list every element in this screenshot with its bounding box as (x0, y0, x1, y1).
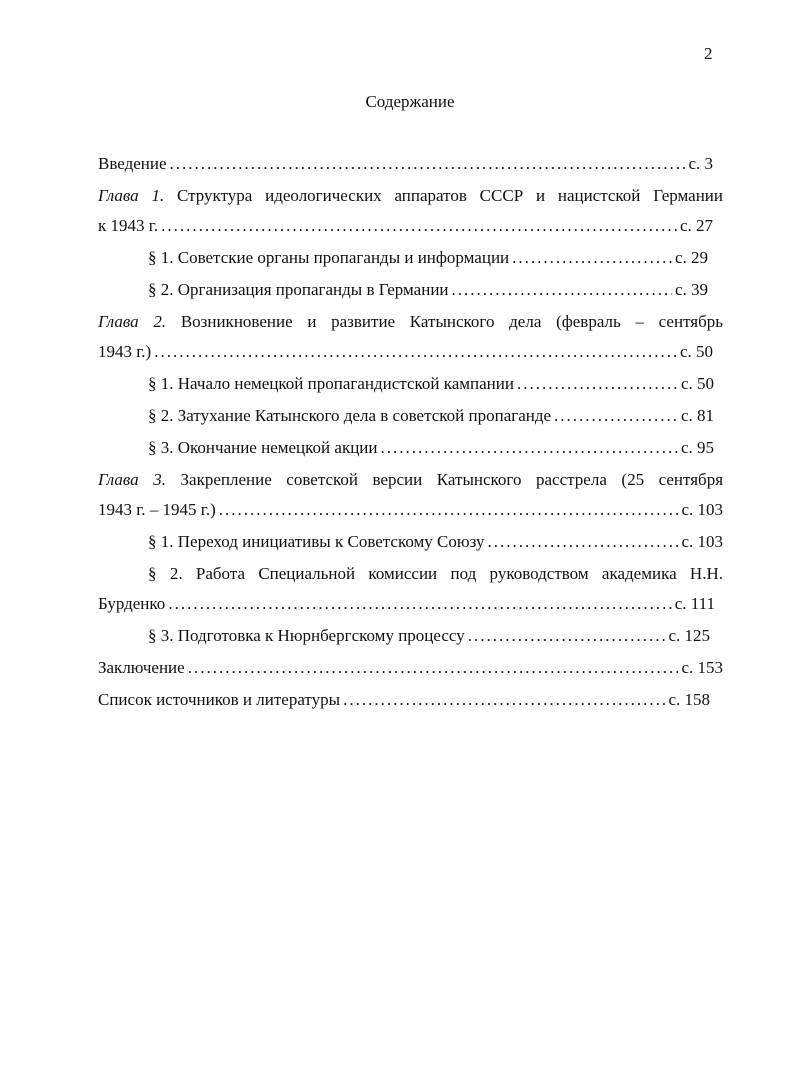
toc-entry-chapter-3[interactable] (98, 498, 723, 522)
toc-entry-label: § 3. Окончание немецкой акции (148, 438, 378, 457)
toc-entry-label: § 1. Начало немецкой пропагандистской кампании (148, 374, 514, 393)
toc-entry-ch3-sec-2-title[interactable] (148, 562, 723, 586)
dot-leader (517, 372, 678, 396)
dot-leader (512, 246, 672, 270)
toc-page-number: с. 95 (680, 438, 714, 457)
chapter-label: Глава 3. (98, 470, 166, 489)
dot-leader (343, 688, 665, 712)
toc-entry-conclusion[interactable] (98, 656, 723, 680)
chapter-label: Глава 2. (98, 312, 167, 331)
chapter-title-text: Возникновение и развитие Катынского дела (февраль – сентябрь (180, 312, 723, 331)
toc-page-number: с. 50 (680, 374, 714, 393)
toc-page-number: с. 103 (681, 532, 723, 551)
page-title: Содержание (365, 92, 455, 111)
toc-entry-label: § 2. Работа Специальной комиссии под руководством академика Н.Н. (148, 564, 723, 583)
toc-entry-label: 1943 г.) (98, 342, 152, 361)
toc-entry-label: 1943 г. – 1945 г.) (98, 500, 216, 519)
toc-entry-ch2-sec-1[interactable] (148, 372, 714, 396)
toc-entry-label: § 3. Подготовка к Нюрнбергскому процессу (148, 626, 465, 645)
dot-leader (381, 436, 678, 460)
dot-leader (188, 656, 679, 680)
dot-leader (161, 214, 677, 238)
toc-entry-chapter-2[interactable] (98, 340, 713, 364)
chapter-title-text: Закрепление советской версии Катынского расстрела (25 сентября (180, 470, 724, 489)
toc-entry-label: § 1. Советские органы пропаганды и информации (148, 248, 510, 267)
toc-entry-ch3-sec-3[interactable] (148, 624, 710, 648)
toc-entry-label: § 2. Организация пропаганды в Германии (148, 280, 449, 299)
toc-entry-ch1-sec-1[interactable] (148, 246, 708, 270)
toc-page-number: с. 39 (674, 280, 708, 299)
toc-entry-sources[interactable] (98, 688, 710, 712)
toc-entry-ch3-sec-2[interactable] (98, 592, 715, 616)
toc-page-number: с. 81 (680, 406, 714, 425)
dot-leader (468, 624, 666, 648)
toc-page-number: с. 158 (668, 690, 710, 709)
toc-entry-label: Введение (98, 154, 167, 173)
toc-page-number: с. 27 (679, 216, 713, 235)
toc-entry-ch1-sec-2[interactable] (148, 278, 708, 302)
toc-entry-label: к 1943 г. (98, 216, 159, 235)
toc-entry-ch2-sec-2[interactable] (148, 404, 714, 428)
toc-entry-introduction[interactable] (98, 152, 713, 176)
chapter-label: Глава 1. (98, 186, 165, 205)
toc-entry-label: Список источников и литературы (98, 690, 341, 709)
toc-entry-chapter-2-title[interactable] (98, 310, 723, 334)
toc-entry-label: Бурденко (98, 594, 166, 613)
toc-page-number: с. 50 (679, 342, 713, 361)
dot-leader (452, 278, 672, 302)
dot-leader (168, 592, 671, 616)
dot-leader (154, 340, 677, 364)
dot-leader (554, 404, 678, 428)
toc-entry-ch3-sec-1[interactable] (148, 530, 723, 554)
toc-entry-chapter-3-title[interactable] (98, 468, 723, 492)
toc-page-number: с. 3 (688, 154, 713, 173)
toc-entry-chapter-1[interactable] (98, 214, 713, 238)
dot-leader (219, 498, 679, 522)
toc-page-number: с. 111 (674, 594, 715, 613)
toc-entry-label: Заключение (98, 658, 185, 677)
toc-entry-label: § 1. Переход инициативы к Советскому Союзу (148, 532, 485, 551)
dot-leader (170, 152, 686, 176)
toc-entry-label: § 2. Затухание Катынского дела в советской пропаганде (148, 406, 552, 425)
toc-page-number: с. 103 (681, 500, 723, 519)
toc-page-number: с. 153 (681, 658, 723, 677)
toc-page-number: с. 29 (674, 248, 708, 267)
toc-entry-ch2-sec-3[interactable] (148, 436, 714, 460)
toc-page-number: с. 125 (668, 626, 710, 645)
chapter-title-text: Структура идеологических аппаратов СССР и нацистской Германии (177, 186, 724, 205)
dot-leader (487, 530, 678, 554)
page-number: 2 (704, 44, 713, 63)
toc-entry-chapter-1-title[interactable] (98, 184, 723, 208)
